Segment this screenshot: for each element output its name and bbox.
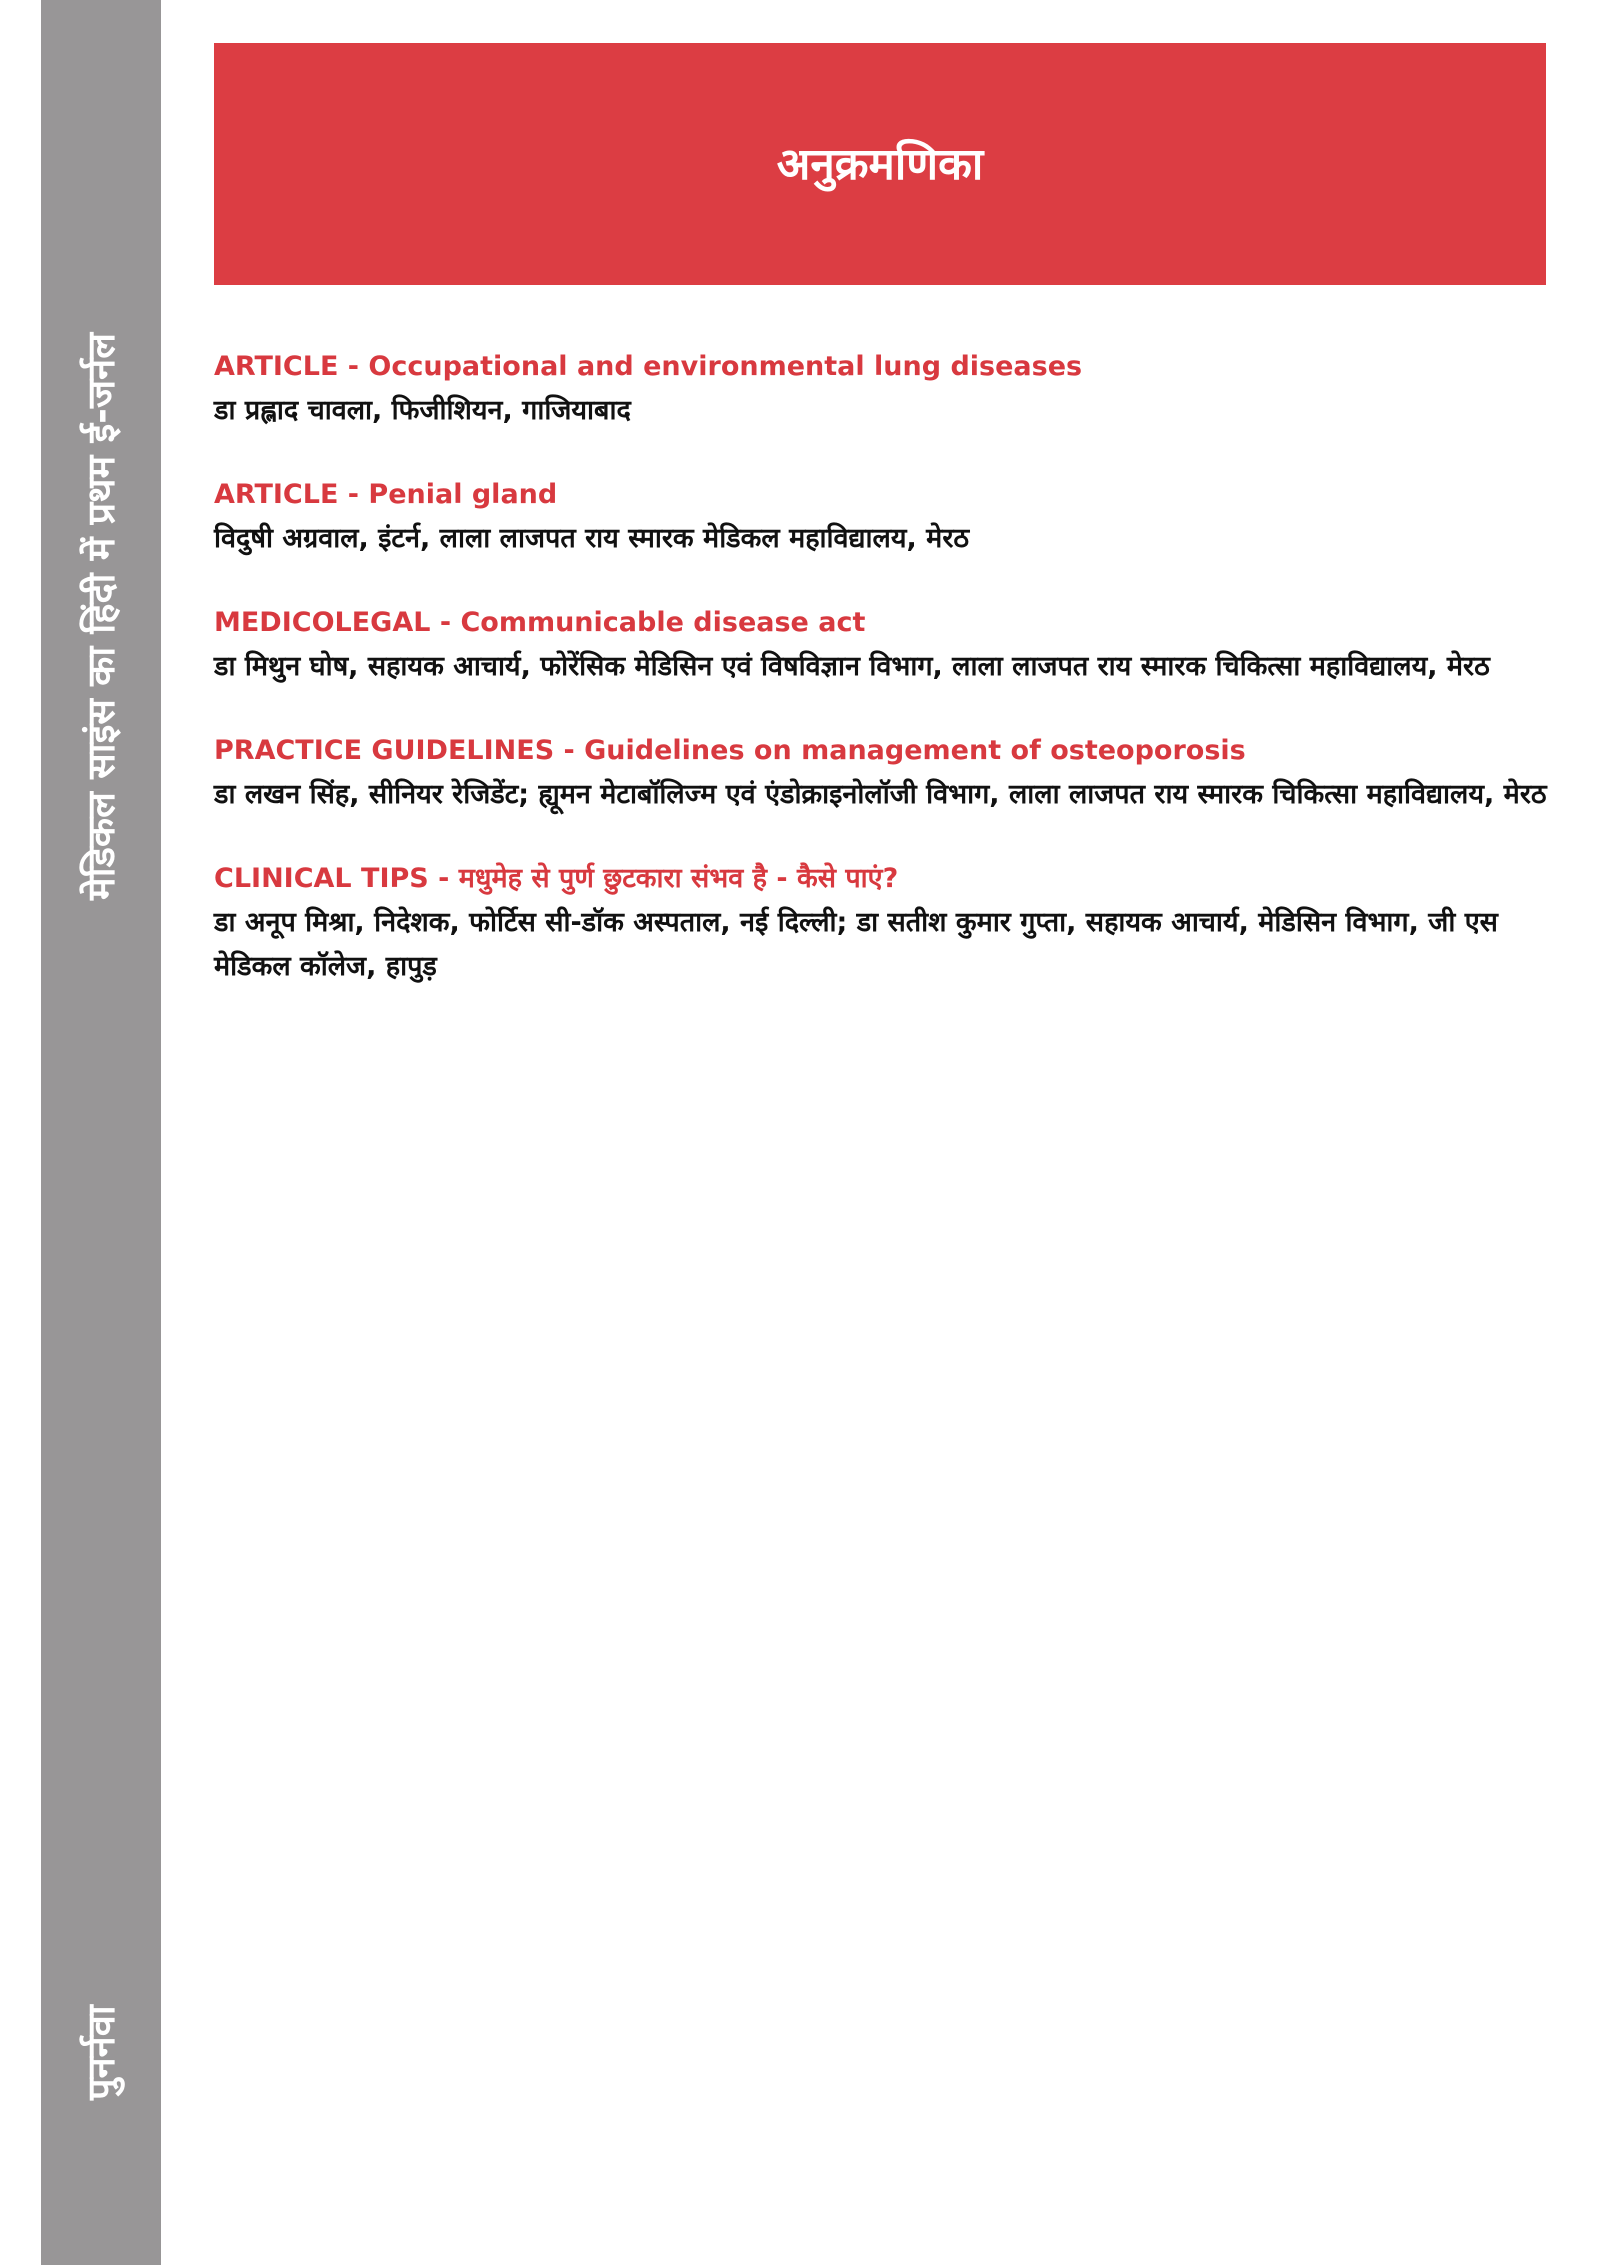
toc-entry-author: विदुषी अग्रवाल, इंटर्न, लाला लाजपत राय स्मारक मेडिकल महाविद्यालय, मेरठ (214, 523, 970, 554)
toc-entry-author: डा अनूप मिश्रा, निदेशक, फोर्टिस सी-डॉक अस्पताल, नई दिल्ली; डा सतीश कुमार गुप्ता, सहायक आचार्य, मेडिसिन विभाग, जी एस मेडिकल कॉलेज, हापुड़ (214, 907, 1498, 982)
toc-entry[interactable] (214, 473, 1554, 561)
toc-entry-author: डा लखन सिंह, सीनियर रेजिडेंट; ह्यूमन मेटाबॉलिज्म एवं एंडोक्राइनोलॉजी विभाग, लाला लाजपत राय स्मारक चिकित्सा महाविद्यालय, मेरठ (214, 779, 1547, 810)
toc-entry-heading[interactable]: ARTICLE - Penial gland (214, 479, 558, 510)
toc-entry[interactable] (214, 857, 1554, 989)
toc-entry-heading[interactable]: ARTICLE - Occupational and environmental lung diseases (214, 351, 1083, 382)
toc-entry[interactable] (214, 601, 1554, 689)
table-of-contents (214, 345, 1554, 1029)
toc-entry-heading[interactable]: CLINICAL TIPS - मधुमेह से पुर्ण छुटकारा संभव है - कैसे पाएं? (214, 863, 899, 894)
toc-entry-author: डा प्रह्लाद चावला, फिजीशियन, गाजियाबाद (214, 395, 631, 426)
header-banner (214, 43, 1546, 285)
journal-brand: पुनर्नवा (79, 2005, 123, 2100)
journal-tagline: मेडिकल साइंस का हिंदी में प्रथम ई-जर्नल (79, 333, 123, 900)
page-title: अनुक्रमणिका (776, 139, 984, 190)
toc-entry-author: डा मिथुन घोष, सहायक आचार्य, फोरेंसिक मेडिसिन एवं विषविज्ञान विभाग, लाला लाजपत राय स्मारक चिकित्सा महाविद्यालय, मेरठ (214, 651, 1490, 682)
toc-entry[interactable] (214, 729, 1554, 817)
toc-entry-heading[interactable]: PRACTICE GUIDELINES - Guidelines on management of osteoporosis (214, 735, 1246, 766)
toc-entry[interactable] (214, 345, 1554, 433)
toc-entry-heading[interactable]: MEDICOLEGAL - Communicable disease act (214, 607, 866, 638)
